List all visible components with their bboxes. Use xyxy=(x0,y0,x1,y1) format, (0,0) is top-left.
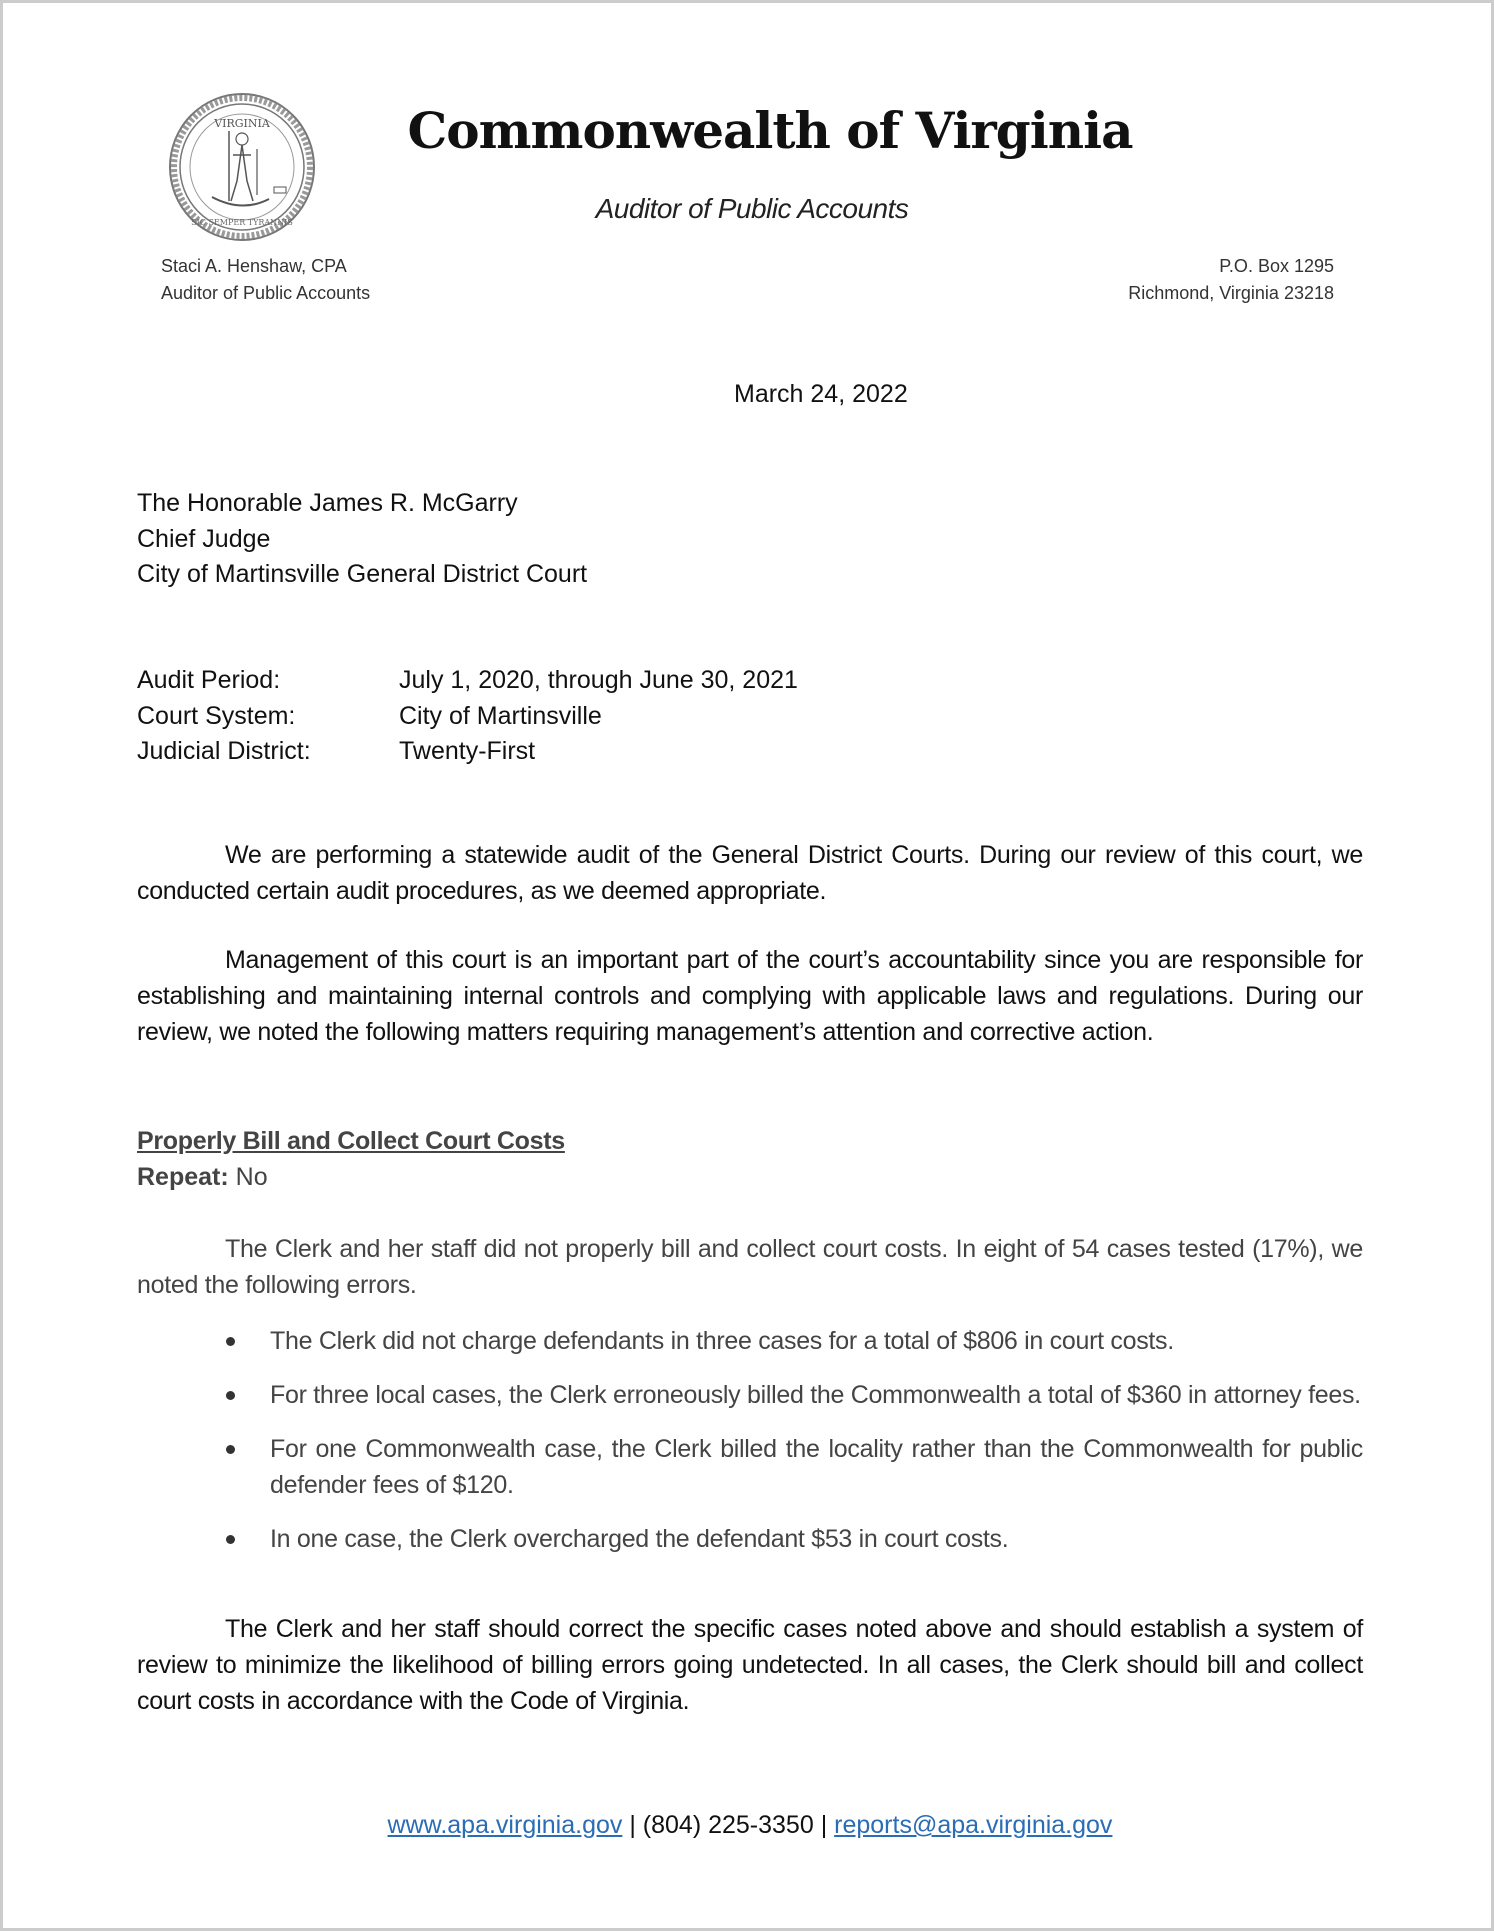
bullet-icon xyxy=(223,1431,270,1503)
intro-text: We are performing a statewide audit of the General District Courts. During our review of this court, we conducted certain audit procedures, as we deemed appropriate. xyxy=(137,841,1363,905)
repeat-value: No xyxy=(235,1163,268,1191)
recipient-title: Chief Judge xyxy=(137,524,271,553)
auditor-block xyxy=(161,253,370,307)
auditor-title: Auditor of Public Accounts xyxy=(161,283,371,303)
footer-separator: | xyxy=(813,1811,835,1839)
judicial-district-row xyxy=(137,734,798,770)
bullet-icon xyxy=(223,1377,270,1413)
list-item: For three local cases, the Clerk erroneously billed the Commonwealth a total of $360 in attorney fees. xyxy=(223,1377,1363,1413)
audit-period-row xyxy=(137,663,798,699)
bullet-icon xyxy=(223,1521,270,1557)
audit-period-label: Audit Period: xyxy=(137,666,281,694)
email-link[interactable]: reports@apa.virginia.gov xyxy=(834,1811,1113,1839)
footer-separator: | xyxy=(622,1811,643,1839)
recommendation-text: The Clerk and her staff should correct the specific cases noted above and should establish a system of review to minimize the likelihood of billing errors going undetected. In all cases, the Clerk should bill and collect court costs in accordance with the Code of Virginia. xyxy=(137,1615,1363,1715)
judicial-district-label: Judicial District: xyxy=(137,737,311,765)
list-item: For one Commonwealth case, the Clerk billed the locality rather than the Commonwealth for public defender fees of $120. xyxy=(223,1431,1363,1503)
mailing-address xyxy=(1128,253,1334,307)
recommendation-paragraph xyxy=(137,1611,1363,1719)
footer xyxy=(3,1811,1494,1840)
recipient-name: The Honorable James R. McGarry xyxy=(137,489,518,517)
list-item: In one case, the Clerk overcharged the defendant $53 in court costs. xyxy=(223,1521,1363,1557)
po-box: P.O. Box 1295 xyxy=(1219,256,1334,276)
finding-summary xyxy=(137,1231,1363,1303)
letterhead-subtitle: Auditor of Public Accounts xyxy=(595,193,909,224)
website-link[interactable]: www.apa.virginia.gov xyxy=(387,1811,623,1839)
finding-heading: Properly Bill and Collect Court Costs xyxy=(137,1127,565,1155)
letter-date: March 24, 2022 xyxy=(734,380,908,408)
city-state-zip: Richmond, Virginia 23218 xyxy=(1128,283,1334,303)
phone-number: (804) 225-3350 xyxy=(642,1811,814,1839)
finding-summary-text: The Clerk and her staff did not properly bill and collect court costs. In eight of 54 cases tested (17%), we noted the following errors. xyxy=(137,1235,1363,1299)
judicial-district-value: Twenty-First xyxy=(399,737,536,765)
repeat-status xyxy=(137,1163,268,1192)
repeat-label: Repeat: xyxy=(137,1163,229,1191)
svg-text:VIRGINIA: VIRGINIA xyxy=(214,117,270,130)
court-system-label: Court System: xyxy=(137,701,296,730)
letter-page xyxy=(3,3,1491,1928)
intro-paragraph xyxy=(137,837,1363,909)
audit-info xyxy=(137,663,798,770)
recipient-court: City of Martinsville General District Court xyxy=(137,560,588,588)
list-item: The Clerk did not charge defendants in three cases for a total of $806 in court costs. xyxy=(223,1323,1363,1359)
recipient-block xyxy=(137,486,587,593)
svg-text:SIC SEMPER TYRANNIS: SIC SEMPER TYRANNIS xyxy=(191,218,293,227)
audit-period-value: July 1, 2020, through June 30, 2021 xyxy=(399,666,798,694)
court-system-value: City of Martinsville xyxy=(399,701,602,730)
management-paragraph xyxy=(137,942,1363,1050)
letterhead-title: Commonwealth of Virginia xyxy=(407,101,1133,160)
bullet-icon xyxy=(223,1323,270,1359)
auditor-name: Staci A. Henshaw, CPA xyxy=(161,256,347,276)
error-list xyxy=(223,1323,1363,1575)
court-system-row xyxy=(137,699,798,735)
management-text: Management of this court is an important part of the court’s accountability since you are responsible for establishing and maintaining internal controls and complying with applicable laws and regulations. During our review, we noted the following matters requiring management’s attention and corrective action. xyxy=(137,946,1363,1046)
